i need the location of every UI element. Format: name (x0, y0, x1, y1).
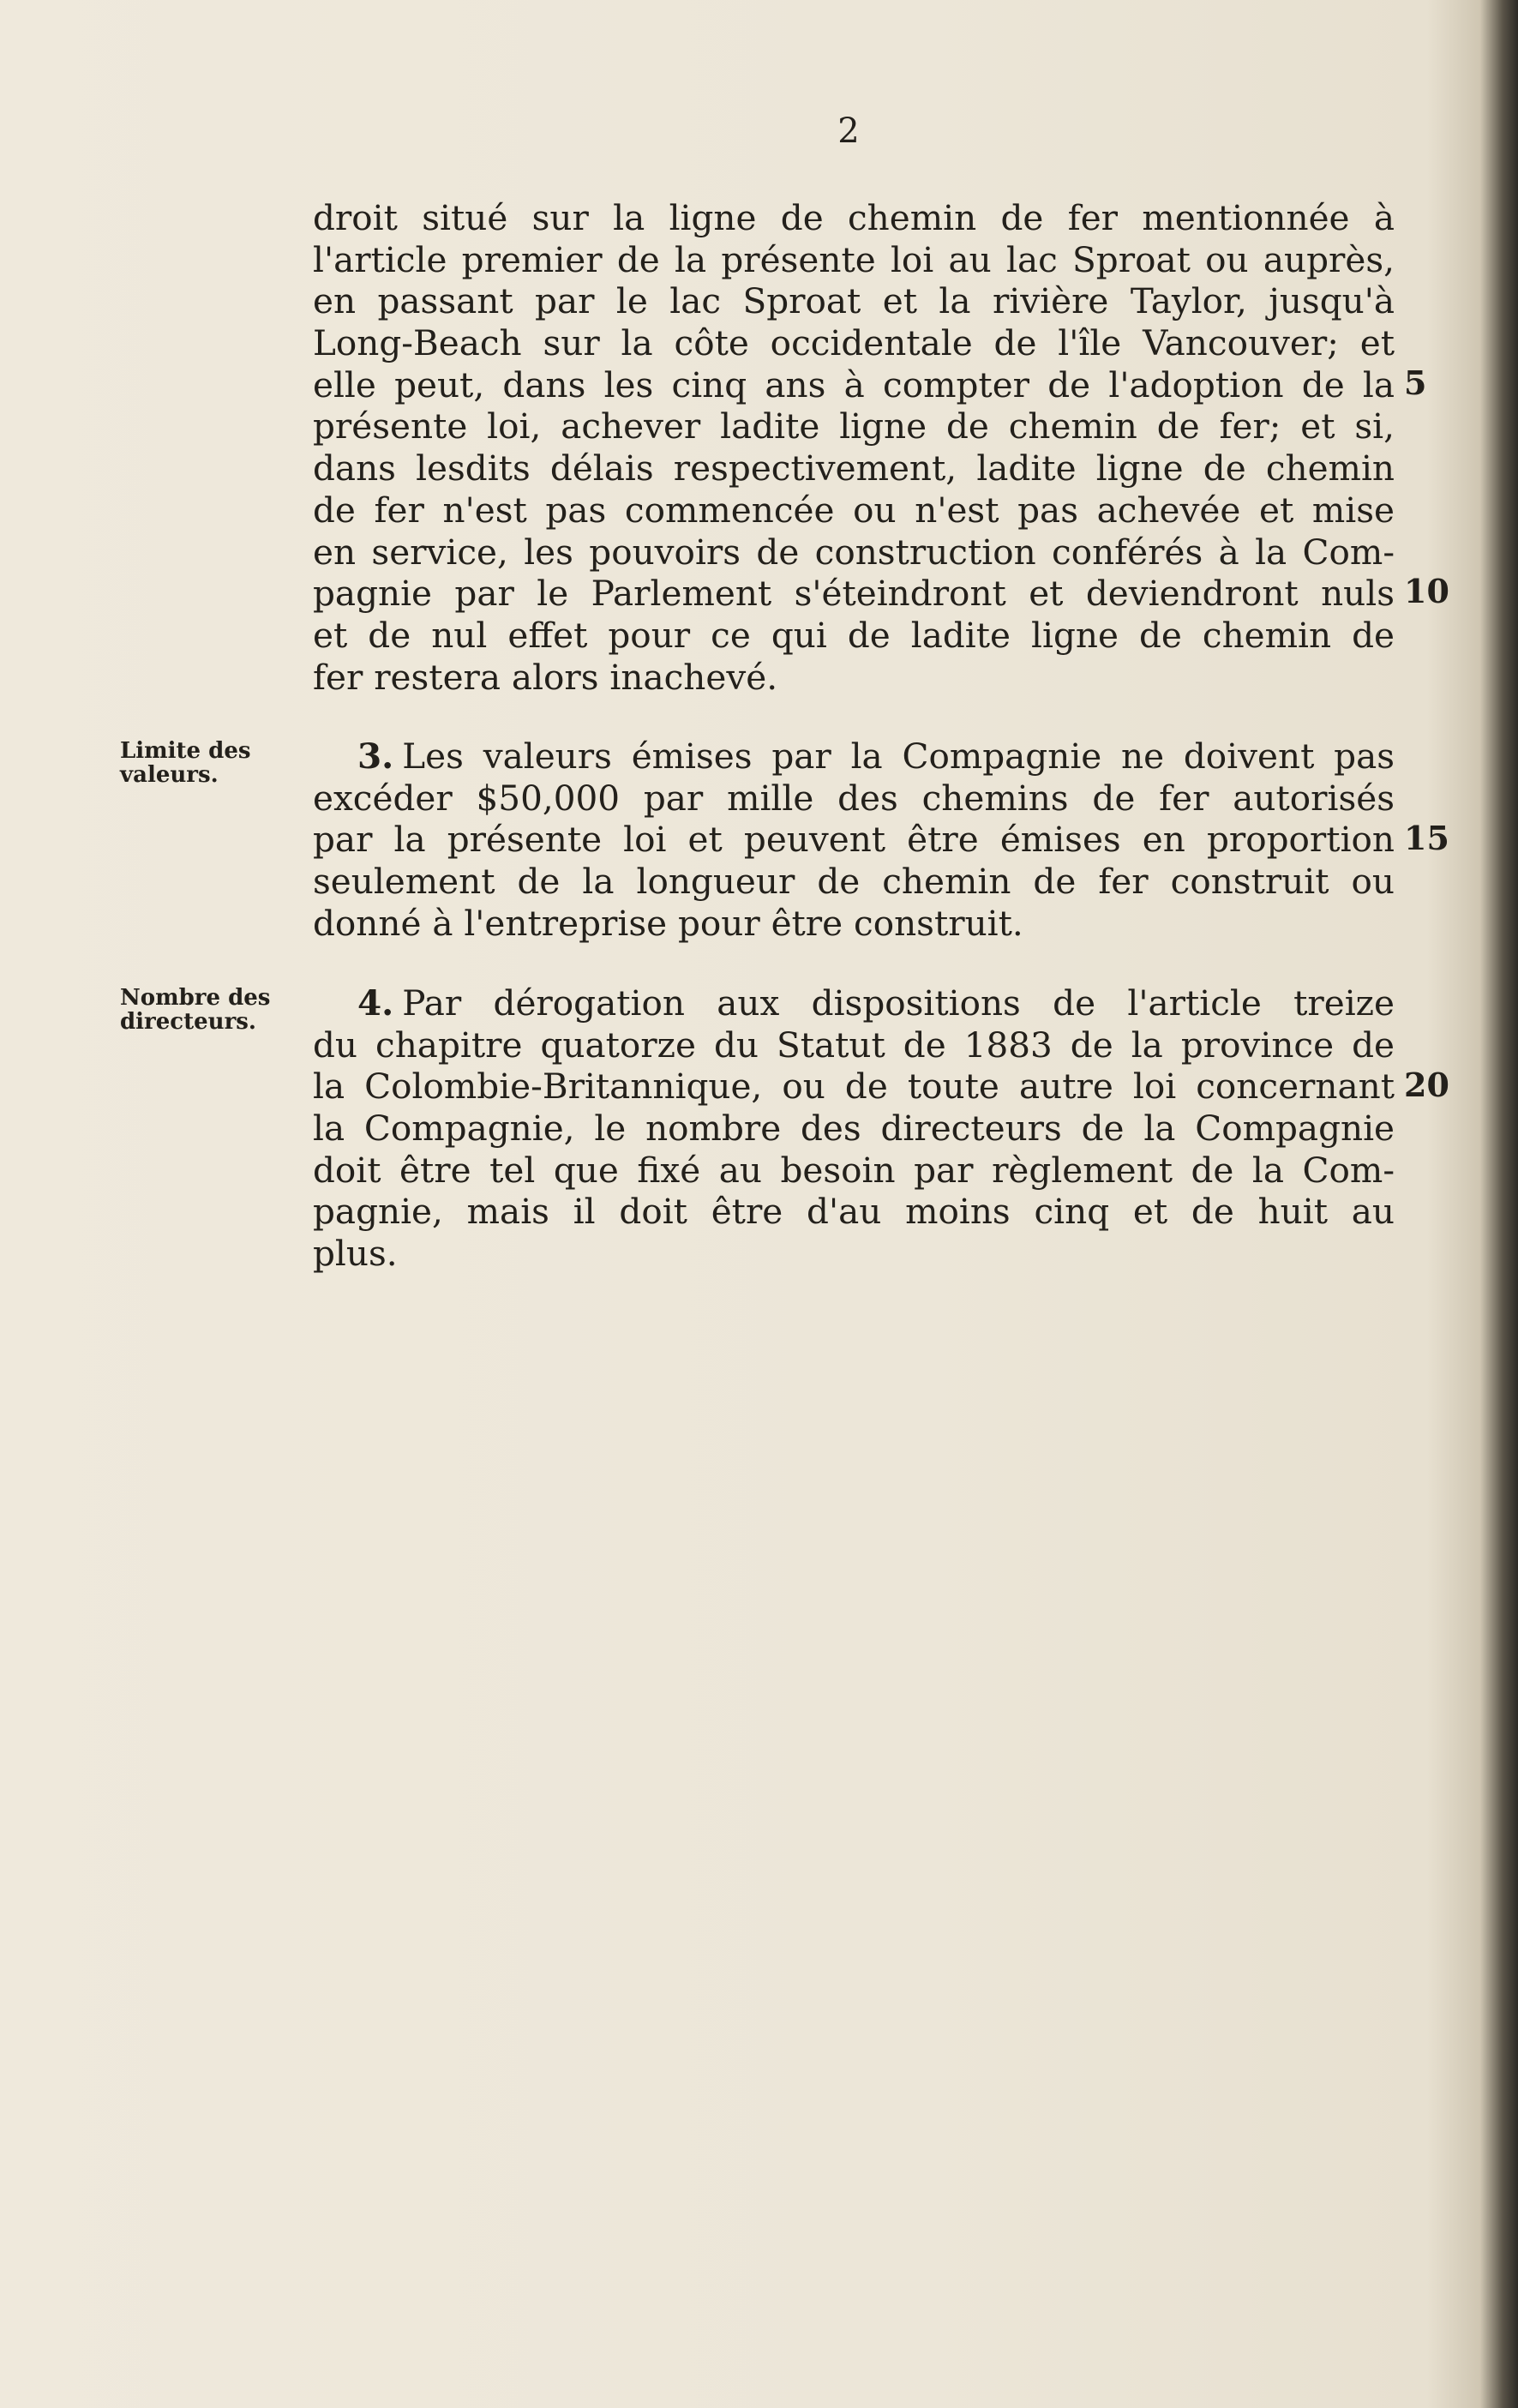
margin-note-line: Limite des (120, 738, 251, 764)
text-line: présente loi, achever ladite ligne de chemin de fer; et si, (313, 405, 1395, 447)
margin-note-line: directeurs. (120, 1009, 256, 1035)
text-line: fer restera alors inachevé. (313, 656, 778, 698)
text-line-content: Les valeurs émises par la Compagnie ne doivent pas (402, 736, 1395, 777)
text-line: en service, les pouvoirs de construction conférés à la Com- (313, 531, 1395, 573)
section-4 (313, 982, 1395, 1275)
section-number: 3. (357, 736, 394, 777)
text-line: excéder $50,000 par mille des chemins de fer autorisés (313, 777, 1395, 819)
margin-note-line: valeurs. (120, 762, 219, 788)
margin-note-section-4 (120, 986, 291, 1034)
line-number: 5 (1404, 363, 1427, 402)
text-line: dans lesdits délais respectivement, ladite ligne de chemin (313, 447, 1395, 489)
text-line (313, 736, 1395, 778)
line-number: 10 (1404, 572, 1449, 610)
text-line: droit situé sur la ligne de chemin de fer mentionnée à (313, 197, 1395, 238)
text-line-content: Par dérogation aux dispositions de l'article treize (402, 982, 1395, 1024)
text-line: la Colombie-Britannique, ou de toute autre loi concernant (313, 1066, 1395, 1108)
text-line: plus. (313, 1233, 398, 1275)
text-line: pagnie, mais il doit être d'au moins cinq et de huit au (313, 1191, 1395, 1233)
line-number: 15 (1404, 819, 1449, 857)
margin-note-line: Nombre des (120, 985, 271, 1011)
line-number: 20 (1404, 1066, 1449, 1104)
text-line: en passant par le lac Sproat et la rivière Taylor, jusqu'à (313, 280, 1395, 322)
text-line: par la présente loi et peuvent être émises en proportion (313, 819, 1395, 861)
text-line: l'article premier de la présente loi au lac Sproat ou auprès, (313, 238, 1395, 280)
text-line: doit être tel que fixé au besoin par règlement de la Com- (313, 1149, 1395, 1191)
text-line: donné à l'entreprise pour être construit. (313, 902, 1023, 944)
text-line (313, 982, 1395, 1024)
margin-note-section-3 (120, 739, 291, 787)
text-line: la Compagnie, le nombre des directeurs de la Compagnie (313, 1108, 1395, 1150)
section-3 (313, 736, 1395, 944)
text-line: de fer n'est pas commencée ou n'est pas achevée et mise (313, 489, 1395, 531)
text-line: pagnie par le Parlement s'éteindront et deviendront nuls (313, 573, 1395, 615)
paragraph-continuation (313, 197, 1395, 698)
text-line: et de nul effet pour ce qui de ladite ligne de chemin de (313, 614, 1395, 656)
text-line: seulement de la longueur de chemin de fer construit ou (313, 861, 1395, 903)
text-line: Long-Beach sur la côte occidentale de l'île Vancouver; et (313, 322, 1395, 364)
text-line: elle peut, dans les cinq ans à compter de l'adoption de la (313, 363, 1395, 405)
section-number: 4. (357, 982, 394, 1024)
page-number: 2 (837, 111, 860, 151)
text-line: du chapitre quatorze du Statut de 1883 de la province de (313, 1024, 1395, 1066)
